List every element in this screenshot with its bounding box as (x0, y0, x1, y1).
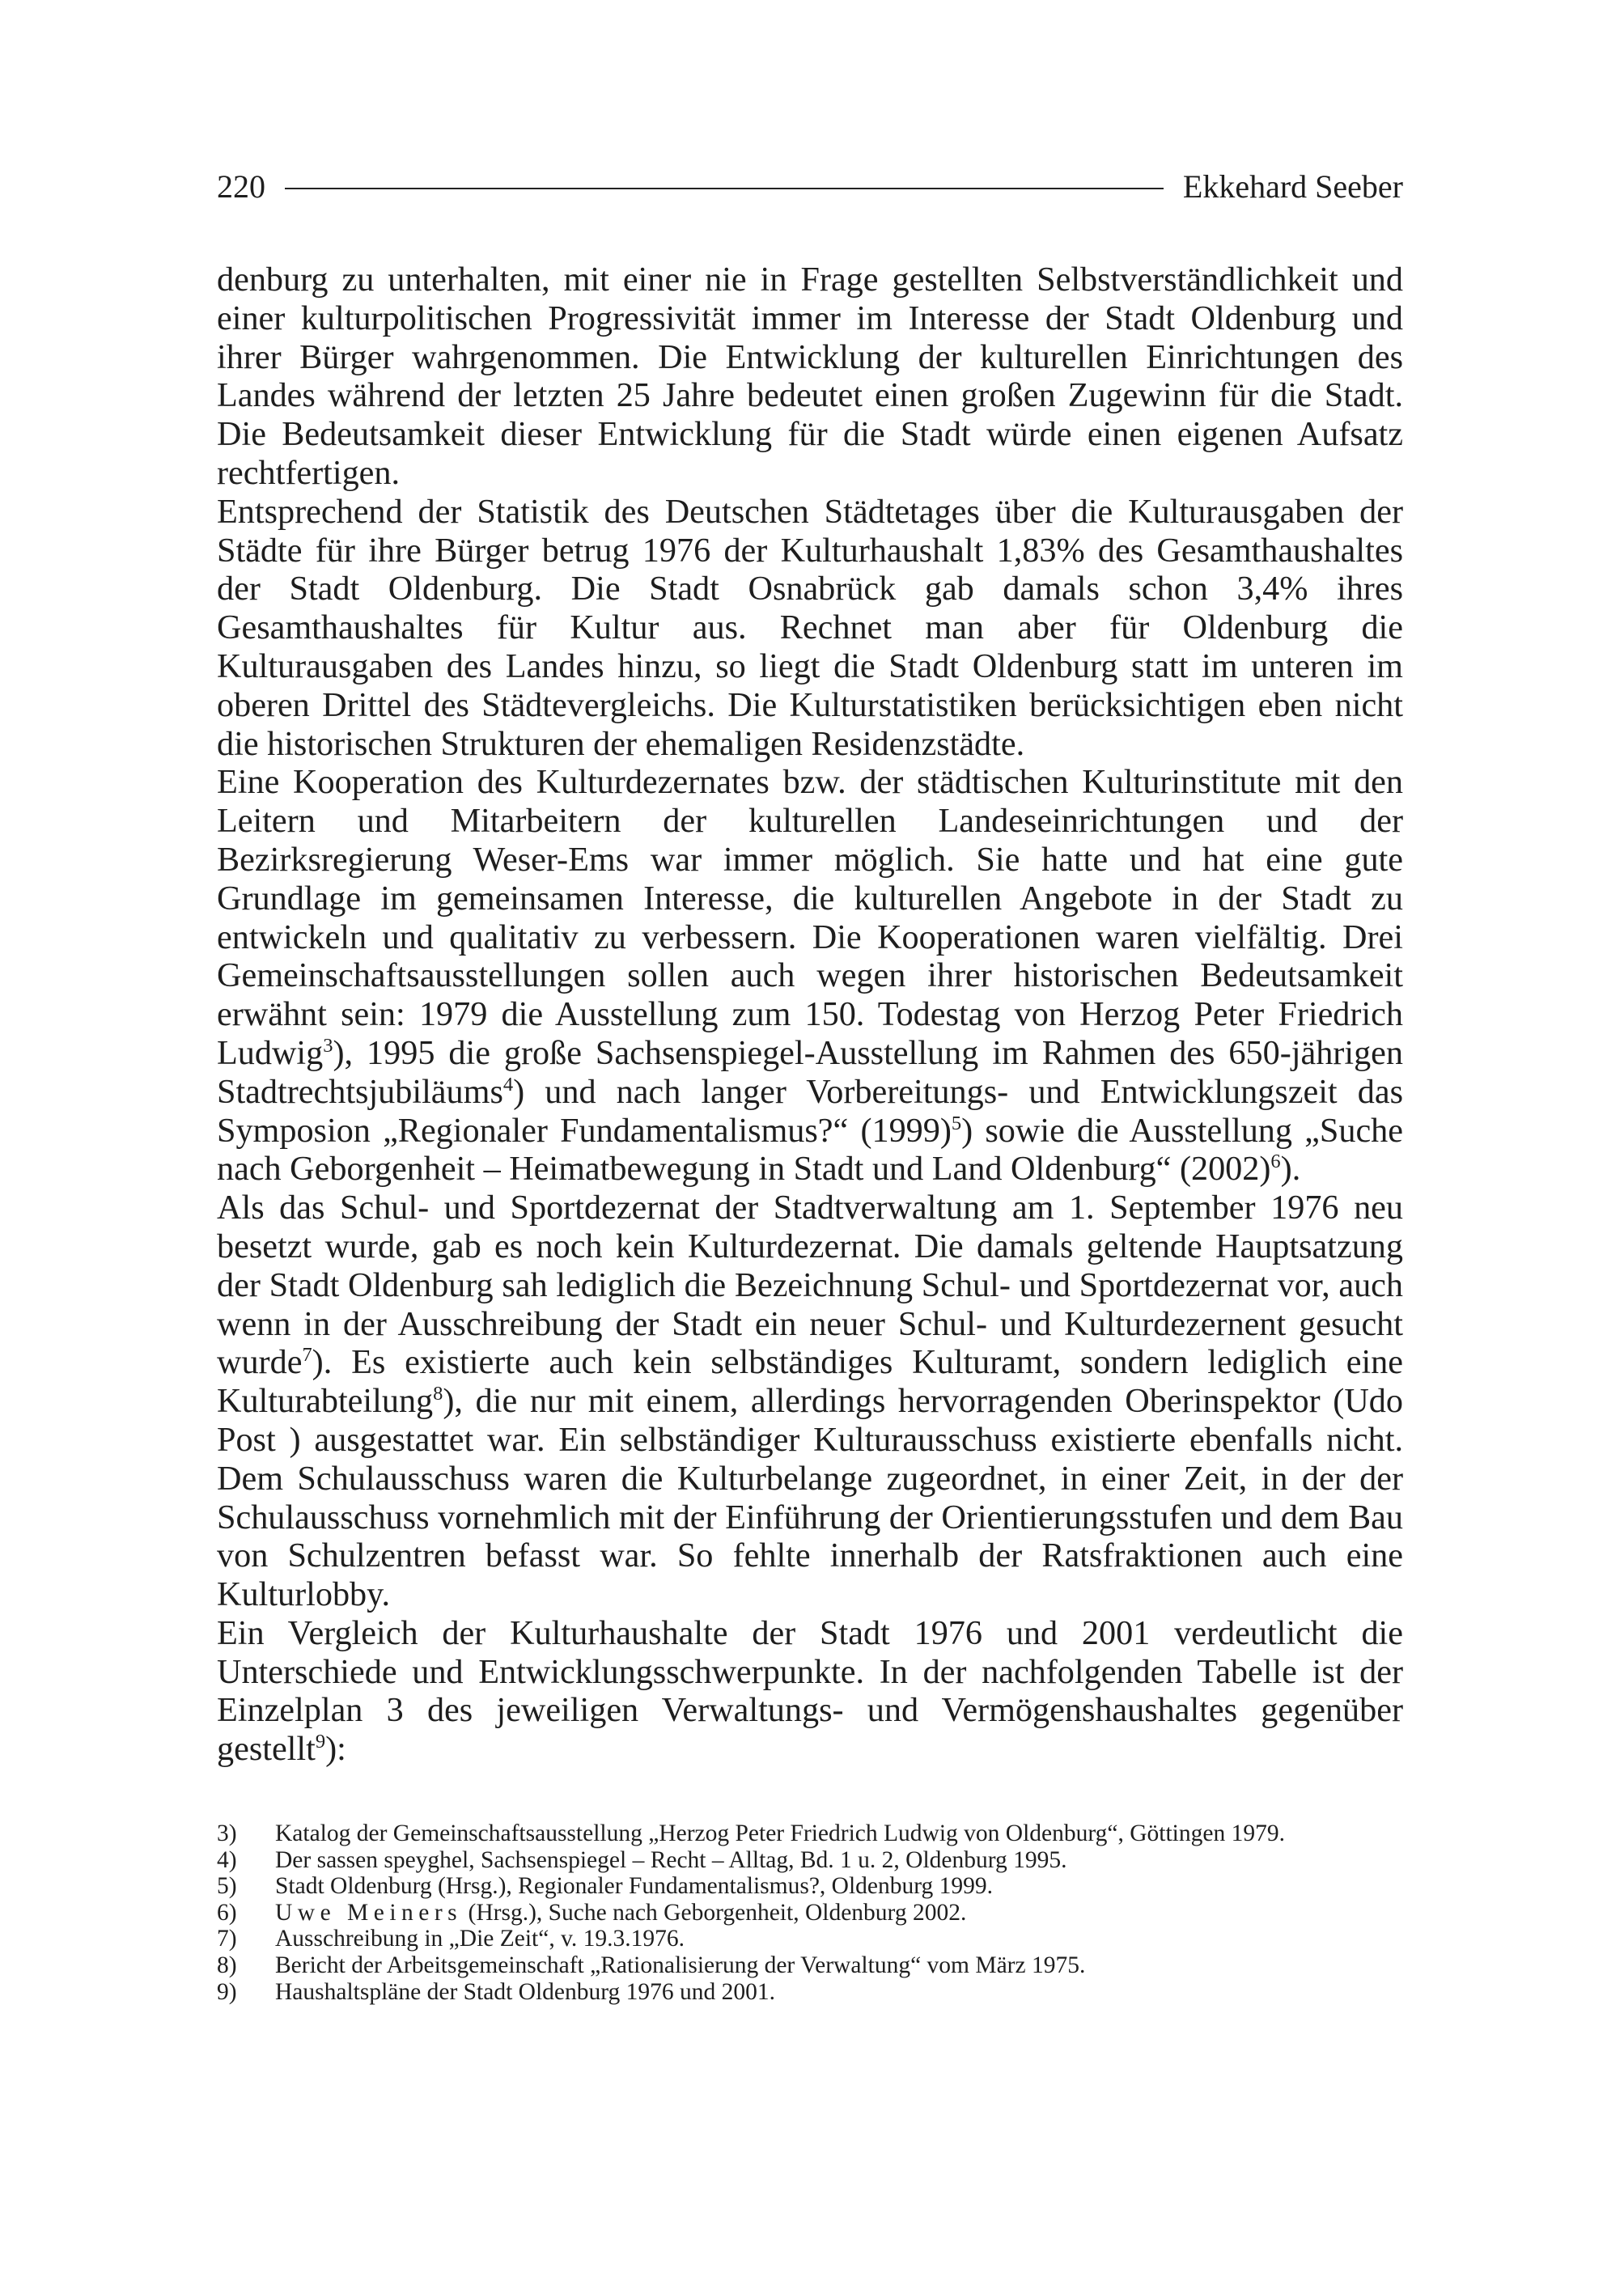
paragraph-3 (217, 763, 1403, 1189)
text-run: ). (1280, 1150, 1301, 1189)
page-number: 220 (217, 168, 265, 205)
footnote-text (275, 1900, 1403, 1926)
paragraph-4 (217, 1189, 1403, 1614)
footnote-8 (217, 1952, 1403, 1979)
footnote-number: 7) (217, 1926, 237, 1952)
running-header (217, 164, 1403, 210)
footnote-ref-3: 3 (323, 1034, 333, 1057)
footnote-6 (217, 1900, 1403, 1926)
footnote-ref-9: 9 (315, 1731, 326, 1753)
footnote-4 (217, 1847, 1403, 1874)
text-run: ), die nur mit einem, allerdings hervorragenden Oberinspektor (Udo Post ) ausgestattet war. Ein selbständiger Kulturausschuss existierte ebenfalls nicht. Dem Schulausschuss waren die Kulturbelange zugeordnet, in einer Zeit, in der der Schulausschuss vornehmlich mit der Einführung der Orientierungsstufen und dem Bau von Schulzentren befasst war. So fehlte innerhalb der Ratsfraktionen auch eine Kulturlobby. (217, 1382, 1403, 1614)
header-rule (285, 188, 1164, 189)
footnote-5 (217, 1873, 1403, 1900)
text-run: ): (325, 1730, 346, 1769)
text-run: ) sowie die Ausstellung „Suche nach Geborgenheit – Heimatbewegung in Stadt und Land Oldenburg“ (2002) (217, 1111, 1403, 1189)
footnote-ref-5: 5 (951, 1112, 962, 1134)
header-author: Ekkehard Seeber (1182, 168, 1403, 205)
footnote-ref-6: 6 (1270, 1151, 1281, 1173)
paragraph-2: Entsprechend der Statistik des Deutschen Städtetages über die Kulturausgaben der Städte für ihre Bürger betrug 1976 der Kulturhaushalt 1,83% des Gesamthaushaltes der Stadt Oldenburg. Die Stadt Osnabrück gab damals schon 3,4% ihres Gesamthaushaltes für Kultur aus. Rechnet man aber für Oldenburg die Kulturausgaben des Landes hinzu, so liegt die Stadt Oldenburg statt im unteren im oberen Drittel des Städtevergleichs. Die Kulturstatistiken berücksichtigen eben nicht die historischen Strukturen der ehemaligen Residenzstädte. (217, 492, 1403, 763)
paragraph-1: denburg zu unterhalten, mit einer nie in Frage gestellten Selbstverständlichkeit und einer kulturpolitischen Progressivität immer im Interesse der Stadt Oldenburg und ihrer Bürger wahrgenommen. Die Entwicklung der kulturellen Einrichtungen des Landes während der letzten 25 Jahre bedeutet einen großen Zugewinn für die Stadt. Die Bedeutsamkeit dieser Entwicklung für die Stadt würde einen eigenen Aufsatz rechtfertigen. (217, 261, 1403, 492)
text-run: Als das Schul- und Sportdezernat der Stadtverwaltung am 1. September 1976 neu besetzt wurde, gab es noch kein Kulturdezernat. Die damals geltende Hauptsatzung der Stadt Oldenburg sah lediglich die Bezeichnung Schul- und Sportdezernat vor, auch wenn in der Ausschreibung der Stadt ein neuer Schul- und Kulturdezernent gesucht wurde (217, 1189, 1403, 1382)
text-run: ). Es existierte auch kein selbständiges Kulturamt, sondern lediglich eine Kulturabteilung (217, 1343, 1403, 1421)
text-run: ) und nach langer Vorbereitungs- und Entwicklungszeit das Symposion „Regionaler Fundamentalismus?“ (1999) (217, 1072, 1403, 1150)
footnote-text: Stadt Oldenburg (Hrsg.), Regionaler Fundamentalismus?, Oldenburg 1999. (275, 1873, 994, 1900)
footnote-text: Haushaltspläne der Stadt Oldenburg 1976 und 2001. (275, 1978, 776, 2005)
paragraph-5 (217, 1614, 1403, 1769)
footnote-number: 5) (217, 1873, 237, 1900)
text-run: ), 1995 die große Sachsenspiegel-Ausstellung im Rahmen des 650-jährigen Stadtrechtsjubiläums (217, 1033, 1403, 1111)
text-run: Ein Vergleich der Kulturhaushalte der Stadt 1976 und 2001 verdeutlicht die Unterschiede und Entwicklungsschwerpunkte. In der nachfolgenden Tabelle ist der Einzelplan 3 des jeweiligen Verwaltungs- und Vermögenshaushaltes gegenüber gestellt (217, 1613, 1403, 1769)
footnote-number: 4) (217, 1846, 237, 1873)
main-text (217, 261, 1403, 1769)
footnote-text-rest: (Hrsg.), Suche nach Geborgenheit, Oldenburg 2002. (462, 1899, 967, 1926)
text-run: Eine Kooperation des Kulturdezernates bzw. der städtischen Kulturinstitute mit den Leitern und Mitarbeitern der kulturellen Landeseinrichtungen und der Bezirksregierung Weser-Ems war immer möglich. Sie hatte und hat eine gute Grundlage im gemeinsamen Interesse, die kulturellen Angebote in der Stadt zu entwickeln und qualitativ zu verbessern. Die Kooperationen waren vielfältig. Drei Gemeinschaftsausstellungen sollen auch wegen ihrer historischen Bedeutsamkeit erwähnt sein: 1979 die Ausstellung zum 150. Todestag von Herzog Peter Friedrich Ludwig (217, 763, 1403, 1072)
footnote-9 (217, 1979, 1403, 2006)
footnote-ref-8: 8 (433, 1382, 443, 1405)
footnote-text: Ausschreibung in „Die Zeit“, v. 19.3.1976. (275, 1926, 685, 1952)
footnote-ref-7: 7 (302, 1344, 312, 1367)
footnote-number: 9) (217, 1978, 237, 2005)
footnote-ref-4: 4 (502, 1073, 514, 1096)
footnote-3 (217, 1820, 1403, 1847)
footnote-text: Der sassen speyghel, Sachsenspiegel – Recht – Alltag, Bd. 1 u. 2, Oldenburg 1995. (275, 1846, 1067, 1873)
footnote-number: 6) (217, 1899, 237, 1926)
footnotes (217, 1820, 1403, 2005)
footnote-text: Katalog der Gemeinschaftsausstellung „Herzog Peter Friedrich Ludwig von Oldenburg“, Göttingen 1979. (275, 1820, 1285, 1846)
footnote-7 (217, 1926, 1403, 1952)
footnote-number: 3) (217, 1820, 237, 1846)
footnote-author-name: Uwe Meiners (275, 1899, 463, 1926)
footnote-text: Bericht der Arbeitsgemeinschaft „Rationalisierung der Verwaltung“ vom März 1975. (275, 1952, 1086, 1978)
footnote-number: 8) (217, 1952, 237, 1978)
